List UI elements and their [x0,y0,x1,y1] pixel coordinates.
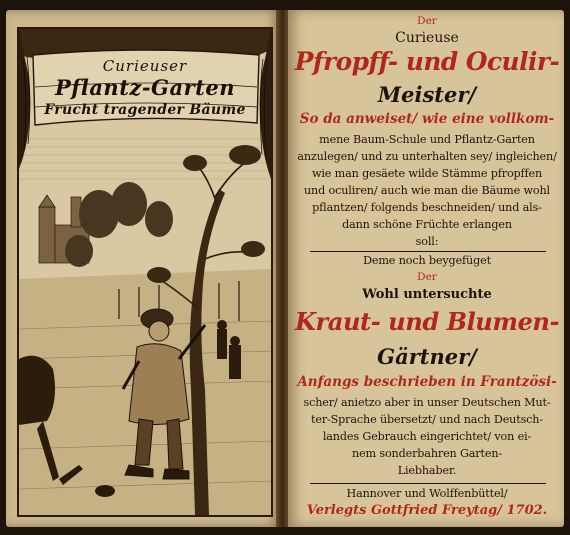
second-title-adjective: Wohl untersuchte [362,287,492,302]
description-line: pflantzen/ folgends beschneiden/ und als- [312,201,542,214]
engraving-plate [17,27,273,517]
description-line: und oculiren/ auch wie man die Bäume wohl [303,184,550,197]
imprint-rule [310,483,546,484]
description-line: soll: [415,235,439,248]
origin-note-line: ter-Sprache übersetzt/ und nach Deutsch- [311,413,543,426]
supplement-intro: Deme noch beygefüget [363,254,491,267]
description-line: mene Baum-Schule und Pflantz-Garten [319,133,535,146]
origin-note-line: scher/ anietzo aber in unser Deutschen Mut- [303,396,551,409]
origin-note-line: nem sonderbahren Garten- [351,447,503,460]
imprint-place: Hannover und Wolffenbüttel/ [346,487,508,500]
main-title: Pfropff- und Oculir- [294,47,560,76]
frontispiece-banner-line-3: Frucht tragender Bäume [44,102,246,118]
description-line: dann schöne Früchte erlangen [342,218,512,231]
second-title-continued: Gärtner/ [377,344,477,369]
frontispiece-banner-line-2: Pflantz-Garten [55,75,235,100]
origin-note-lead: Anfangs beschrieben in Frantzösi- [297,374,557,390]
description-line: anzulegen/ und zu unterhalten sey/ ingleichen/ [297,150,557,163]
imprint-publisher: Verlegts Gottfried Freytag/ 1702. [306,503,548,518]
description-lead: So da anweiset/ wie eine vollkom- [299,111,555,127]
origin-note-line: Liebhaber. [397,464,457,477]
second-title: Kraut- und Blumen- [295,307,559,336]
title-adjective: Curieuse [395,30,459,46]
frontispiece-banner-line-1: Curieuser [102,57,188,75]
title-article: Der [417,15,437,27]
frontispiece-page [6,10,280,527]
title-page [288,10,564,527]
description-line: wie man gesäete wilde Stämme pfropffen [311,167,543,180]
origin-note-line: landes Gebrauch eingerichtet/ von ei- [322,430,532,443]
separator-rule [310,251,546,252]
main-title-continued: Meister/ [377,82,477,107]
second-title-article: Der [417,271,437,283]
